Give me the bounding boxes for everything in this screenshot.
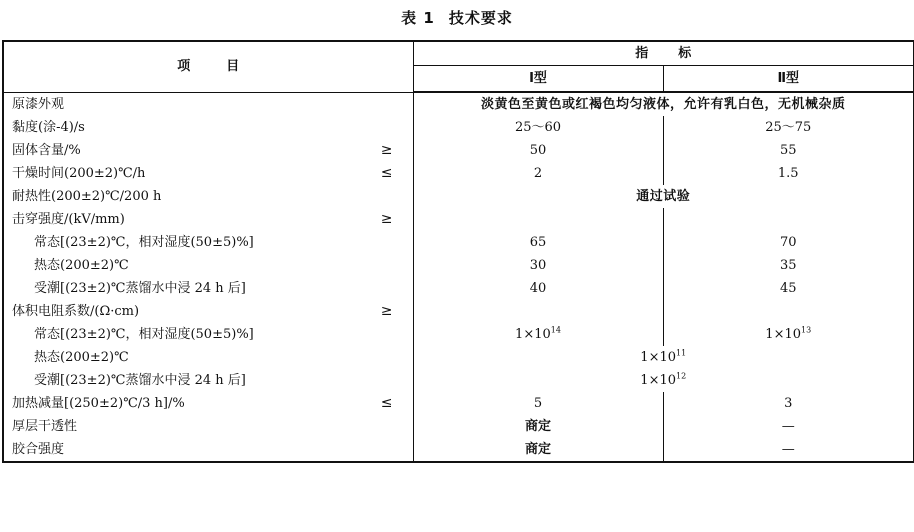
table-row [3,254,914,277]
type1-value: 50 [413,139,663,162]
type2-value: 35 [663,254,914,277]
type1-value: 25～60 [413,116,663,139]
header-indicator: 指标 [413,41,914,66]
table-row [3,162,914,185]
table-row [3,208,914,231]
table-row [3,438,914,462]
table-row [3,323,914,346]
type1-value: 2 [413,162,663,185]
table-title: 技术要求 [448,9,513,27]
table-row [3,415,914,438]
type2-value: 70 [663,231,914,254]
row-name: 胶合强度 [3,438,413,462]
type2-value: 1.5 [663,162,914,185]
header-type2: Ⅱ型 [663,66,914,93]
row-name: 受潮[(23±2)℃蒸馏水中浸 24 h 后] [3,277,413,300]
table-caption [0,7,914,29]
table-row [3,185,914,208]
merged-value: 淡黄色至黄色或红褐色均匀液体，允许有乳白色，无机械杂质 [413,92,914,116]
type2-value: 25～75 [663,116,914,139]
type2-value: $1\times 10^{13}$ [663,323,914,346]
row-name: 热态(200±2)℃ [3,346,413,369]
comparison-symbol: ≥ [380,211,393,227]
row-name: 加热减量[(250±2)℃/3 h]/% ≤ [3,392,413,415]
row-name: 干燥时间(200±2)℃/h ≤ [3,162,413,185]
merged-value: $1\times 10^{11}$ [413,346,914,369]
type2-value: — [663,415,914,438]
header-item: 项目 [3,41,413,92]
table-row [3,300,914,323]
row-name: 耐热性(200±2)℃/200 h [3,185,413,208]
type2-value: 55 [663,139,914,162]
table-row [3,392,914,415]
row-name: 常态[(23±2)℃，相对湿度(50±5)%] [3,323,413,346]
type1-value: 40 [413,277,663,300]
table-row [3,277,914,300]
table-row [3,346,914,369]
row-name: 固体含量/% ≥ [3,139,413,162]
row-name: 原漆外观 [3,92,413,116]
type1-value: 商定 [413,415,663,438]
comparison-symbol: ≥ [380,142,393,158]
table-row [3,116,914,139]
table-number: 表 1 [401,9,435,27]
row-name: 黏度(涂-4)/s [3,116,413,139]
type2-value [663,208,914,231]
type1-value: 商定 [413,438,663,462]
type2-value: 45 [663,277,914,300]
type2-value: 3 [663,392,914,415]
type1-value: 65 [413,231,663,254]
comparison-symbol: ≥ [380,303,393,319]
row-name: 热态(200±2)℃ [3,254,413,277]
comparison-symbol: ≤ [380,165,393,181]
type1-value: 5 [413,392,663,415]
merged-value: $1\times 10^{12}$ [413,369,914,392]
row-name: 击穿强度/(kV/mm) ≥ [3,208,413,231]
table-row [3,139,914,162]
type1-value [413,300,663,323]
type2-value: — [663,438,914,462]
type1-value: $1\times 10^{14}$ [413,323,663,346]
merged-value: 通过试验 [413,185,914,208]
row-name: 受潮[(23±2)℃蒸馏水中浸 24 h 后] [3,369,413,392]
type1-value: 30 [413,254,663,277]
type1-value [413,208,663,231]
table-row [3,231,914,254]
comparison-symbol: ≤ [380,395,393,411]
table-row [3,92,914,116]
table-row [3,369,914,392]
row-name: 体积电阻系数/(Ω·cm) ≥ [3,300,413,323]
type2-value [663,300,914,323]
row-name: 常态[(23±2)℃，相对湿度(50±5)%] [3,231,413,254]
row-name: 厚层干透性 [3,415,413,438]
technical-requirements-table [2,40,914,463]
header-type1: Ⅰ型 [413,66,663,93]
